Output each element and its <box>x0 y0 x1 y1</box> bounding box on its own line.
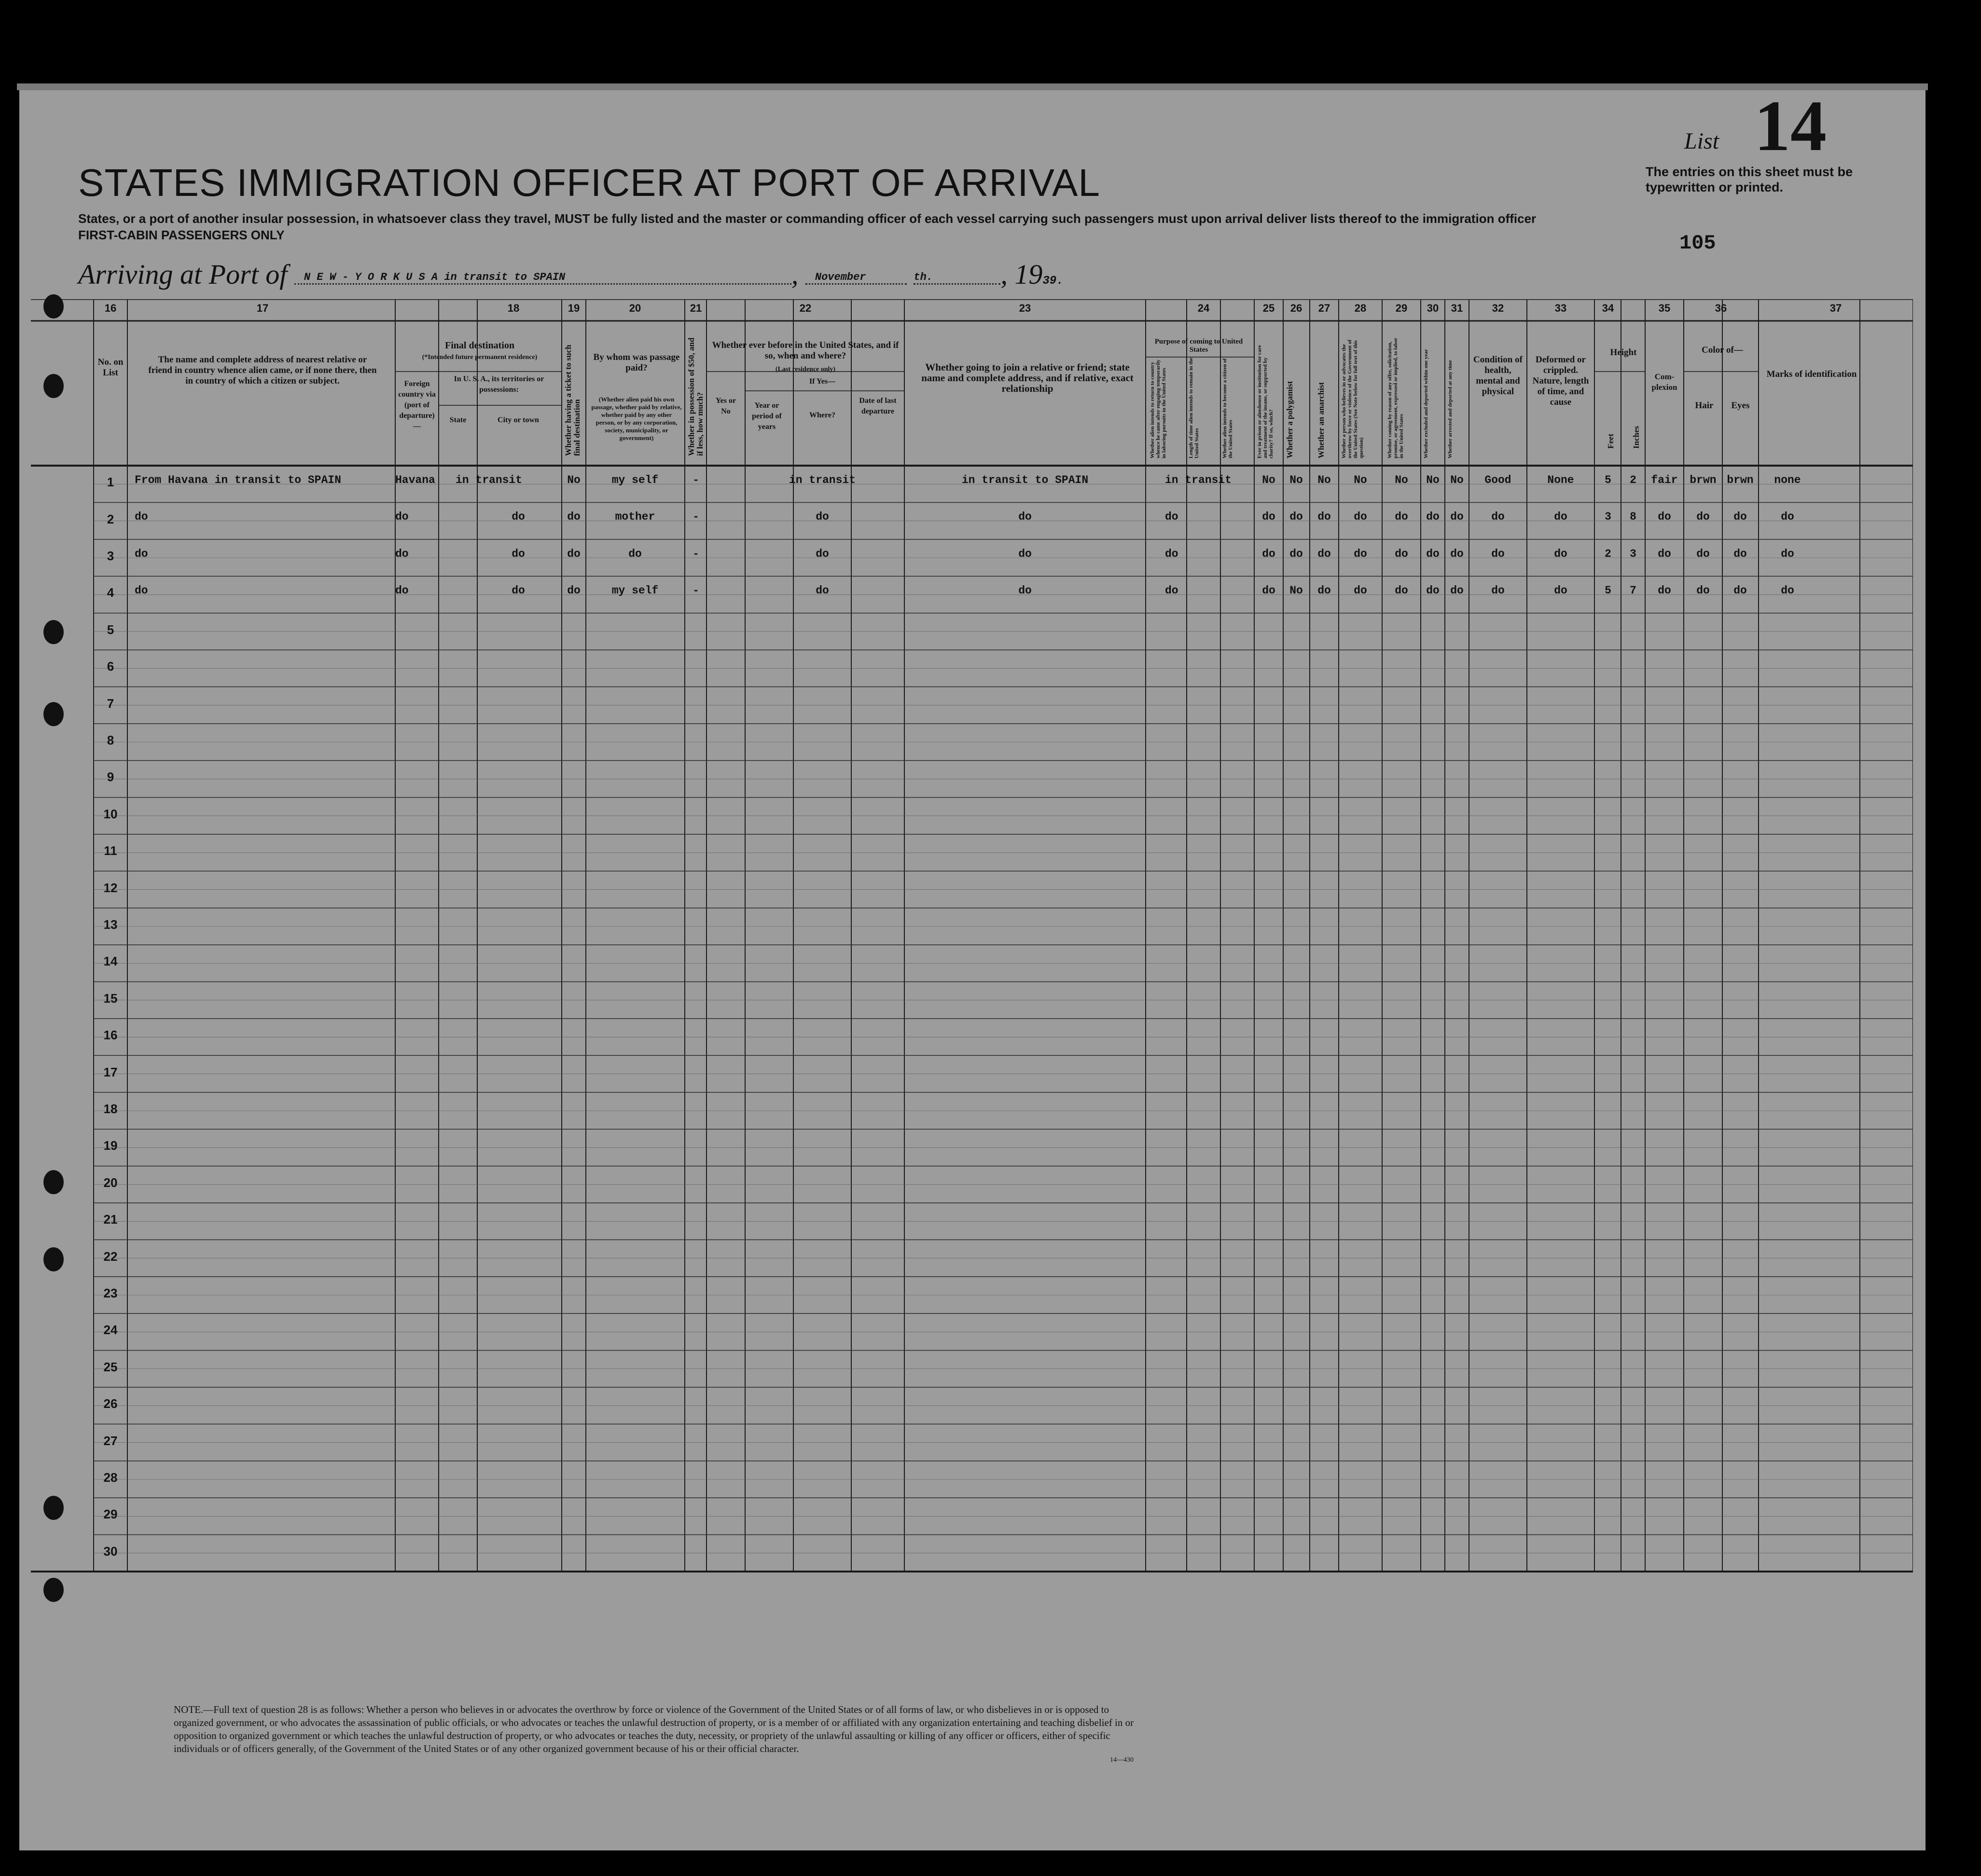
form-title: STATES IMMIGRATION OFFICER AT PORT OF ARRIVAL <box>78 161 1100 204</box>
entry-where: do <box>816 510 829 524</box>
row-number: 7 <box>107 696 114 711</box>
row-number: 23 <box>103 1285 118 1300</box>
header-q31: Whether arrested and deported at any time <box>1447 360 1453 458</box>
sheet-edge <box>17 83 1928 90</box>
row-number: 9 <box>107 770 114 785</box>
header-yes-no: Yes or No <box>715 397 736 415</box>
entry-deformed: do <box>1554 584 1567 597</box>
entry-eyes: do <box>1733 584 1747 597</box>
column-number: 28 <box>1354 302 1367 314</box>
row-number: 5 <box>107 622 114 637</box>
column-number: 30 <box>1427 302 1439 314</box>
entry-foreign: do <box>395 547 409 560</box>
entry-state: in transit <box>456 473 523 486</box>
entry-purpose: do <box>1165 584 1178 597</box>
header-purpose-return: Whether alien intends to return to country whence he came after engaging temporarily in laboring pursuits in the United States <box>1150 359 1167 458</box>
entry-eyes: brwn <box>1727 473 1754 486</box>
entry-marks: do <box>1781 547 1794 560</box>
entry-city: do <box>512 547 525 560</box>
row-number: 4 <box>107 585 114 600</box>
entry-paid: my self <box>611 473 659 486</box>
column-number: 24 <box>1197 302 1210 314</box>
header-q28: Whether a person who believes in or advocates the overthrow by force or violence of the Government of the United States (See Note below for full text of this question) <box>1341 339 1364 458</box>
entry-health: do <box>1491 584 1505 597</box>
entry-c28: do <box>1354 584 1367 597</box>
column-number: 32 <box>1492 302 1504 314</box>
page-number: 105 <box>1679 232 1716 255</box>
punch-hole <box>43 294 64 318</box>
entry-c31: do <box>1450 584 1464 597</box>
arriving-day: th. <box>914 271 1000 285</box>
header-height: Height <box>1610 347 1637 358</box>
header-purpose: Purpose of coming to United States <box>1154 338 1243 354</box>
entry-marks: do <box>1781 510 1794 524</box>
row-number: 30 <box>103 1544 118 1559</box>
column-number: 36 <box>1715 302 1727 314</box>
row-number: 11 <box>104 843 117 858</box>
row-number: 3 <box>107 548 114 563</box>
punch-hole <box>43 1496 64 1520</box>
arriving-line: Arriving at Port of N E W - Y O R K U S A in transit to SPAIN , November th. , 1939. <box>78 259 1064 290</box>
entry-relative: do <box>135 547 148 560</box>
header-passage-paid: By whom was passage paid? <box>593 352 680 373</box>
column-number: 34 <box>1602 302 1614 314</box>
entry-c31: No <box>1450 473 1464 486</box>
entry-hair: do <box>1696 547 1710 560</box>
column-number: 23 <box>1019 302 1031 314</box>
row-number: 10 <box>103 806 118 821</box>
column-number: 19 <box>568 302 580 314</box>
punch-hole <box>43 1170 64 1194</box>
entry-feet: 3 <box>1605 510 1611 524</box>
arriving-year: 39. <box>1042 275 1064 288</box>
header-where: Where? <box>809 411 835 419</box>
list-label: List <box>1684 128 1719 154</box>
header-year-period: Year or period of years <box>752 401 782 431</box>
header-q29: Whether coming by reason of any offer, solicitation, promise, or agreement, expressed or implied, to labor in the United States <box>1387 338 1404 458</box>
entry-money: - <box>693 584 699 597</box>
row-number: 16 <box>103 1028 118 1043</box>
entry-c28: No <box>1354 473 1367 486</box>
entry-c28: do <box>1354 510 1367 524</box>
entry-c25: do <box>1262 584 1275 597</box>
entry-c30: do <box>1426 510 1440 524</box>
entry-inches: 2 <box>1630 473 1636 486</box>
row-number: 24 <box>103 1323 118 1338</box>
entry-c31: do <box>1450 510 1464 524</box>
header-ticket: Whether having a ticket to such final destination <box>564 345 582 456</box>
column-number: 31 <box>1451 302 1463 314</box>
header-inches: Inches <box>1632 426 1641 449</box>
punch-hole <box>43 620 64 644</box>
entry-c28: do <box>1354 547 1367 560</box>
column-number: 22 <box>799 302 812 314</box>
typewritten-instruction: The entries on this sheet must be typewritten or printed. <box>1646 165 1853 194</box>
column-number: 33 <box>1554 302 1567 314</box>
column-number: 16 <box>104 302 117 314</box>
row-number: 26 <box>103 1396 118 1411</box>
entry-eyes: do <box>1733 510 1747 524</box>
entry-c30: do <box>1426 547 1440 560</box>
entry-c27: No <box>1317 473 1331 486</box>
header-purpose-length: Length of time alien intends to remain in the United States <box>1188 358 1200 458</box>
entry-hair: do <box>1696 510 1710 524</box>
entry-deformed: do <box>1554 510 1567 524</box>
header-polygamist: Whether a polygamist <box>1285 381 1294 458</box>
entry-foreign: Havana <box>395 473 435 486</box>
entry-complexion: do <box>1658 510 1671 524</box>
entry-joining: do <box>1018 584 1032 597</box>
entry-marks: none <box>1774 473 1801 486</box>
header-purpose-citizen: Whether alien intends to become a citizen of the United States <box>1222 358 1233 458</box>
entry-purpose: do <box>1165 547 1178 560</box>
entry-c26: do <box>1289 547 1303 560</box>
entry-complexion: do <box>1658 547 1671 560</box>
entry-paid: do <box>628 547 642 560</box>
entry-c29: do <box>1395 584 1408 597</box>
entry-c30: do <box>1426 584 1440 597</box>
entry-where: in transit <box>789 473 856 486</box>
column-number: 26 <box>1290 302 1302 314</box>
list-number: 14 <box>1754 86 1827 166</box>
entry-c27: do <box>1317 547 1331 560</box>
entry-c25: do <box>1262 510 1275 524</box>
entry-c29: No <box>1395 473 1408 486</box>
arriving-label: Arriving at Port of <box>78 259 288 290</box>
header-feet: Feet <box>1606 433 1615 449</box>
table-grid <box>31 299 1913 1677</box>
footnote: NOTE.—Full text of question 28 is as follows: Whether a person who believes in or advocates the overthrow by force or violence of the Government of the United States or of all forms of law, or who disbelieves in or is opposed to organized government, or who advocates the assassination of public officials, or who advocates or teaches the unlawful destruction of property, or is a member of or affiliated with any organization entertaining and teaching disbelief in or opposition to organized government or which teaches the unlawful destruction of property, or who advocates or teaches the duty, necessity, or propriety of the unlawful assaulting or killing of any officer or officers, either of specific individuals or of officers generally, of the Government of the United States or of any other organized government because of his or their official character. <box>174 1704 1134 1754</box>
punch-hole <box>43 702 64 726</box>
entry-relative: From Havana in transit to SPAIN <box>135 473 341 486</box>
entry-city: do <box>512 584 525 597</box>
punch-hole <box>43 1578 64 1602</box>
entry-hair: do <box>1696 584 1710 597</box>
entry-hair: brwn <box>1690 473 1717 486</box>
header-city: City or town <box>498 416 539 424</box>
header-final-destination: Final destination <box>445 340 514 351</box>
entry-where: do <box>816 584 829 597</box>
entry-money: - <box>693 547 699 560</box>
header-foreign-country: Foreign country via (port of departure)— <box>398 380 436 430</box>
row-number: 20 <box>103 1175 118 1190</box>
entry-foreign: do <box>395 510 409 524</box>
entry-relative: do <box>135 584 148 597</box>
header-state: State <box>449 416 467 424</box>
row-number: 28 <box>103 1470 118 1485</box>
header-color-of: Color of— <box>1702 345 1743 355</box>
row-number: 19 <box>103 1138 118 1153</box>
arriving-month: November <box>805 271 907 285</box>
row-number: 22 <box>103 1249 118 1264</box>
row-number: 27 <box>103 1433 118 1448</box>
entry-joining: do <box>1018 510 1032 524</box>
entry-city: do <box>512 510 525 524</box>
header-ever-before: Whether ever before in the United States, and if so, when and where? <box>712 340 899 361</box>
entry-foreign: do <box>395 584 409 597</box>
row-number: 17 <box>103 1064 118 1079</box>
passenger-class: FIRST-CABIN PASSENGERS ONLY <box>78 228 285 242</box>
punch-hole <box>43 374 64 398</box>
entry-health: Good <box>1484 473 1511 486</box>
entry-ticket: do <box>567 547 581 560</box>
row-number: 2 <box>107 511 114 526</box>
column-number: 29 <box>1395 302 1408 314</box>
column-number: 35 <box>1658 302 1671 314</box>
header-joining: Whether going to join a relative or friend; state name and complete address, and if relative, exact relationship <box>921 361 1134 394</box>
header-no-on-list: No. on List <box>97 357 124 378</box>
row-number: 12 <box>103 880 118 895</box>
header-date-departure: Date of last departure <box>859 397 897 415</box>
column-number: 37 <box>1829 302 1842 314</box>
header-usa-territories: In U. S. A., its territories or possessions: <box>454 375 544 394</box>
row-number: 15 <box>103 991 118 1006</box>
row-number: 1 <box>107 475 114 490</box>
column-number: 27 <box>1318 302 1330 314</box>
header-deformed: Deformed or crippled. Nature, length of time, and cause <box>1532 355 1589 407</box>
header-nearest-relative: The name and complete address of nearest relative or friend in country whence alien came, or if none there, then in country of which a citizen or subject. <box>148 355 377 386</box>
entry-money: - <box>693 473 699 486</box>
entry-complexion: fair <box>1651 473 1678 486</box>
manifest-table <box>31 299 1913 1677</box>
header-if-yes: If Yes— <box>809 377 836 386</box>
punch-hole <box>43 1247 64 1271</box>
column-number: 18 <box>507 302 520 314</box>
entry-health: do <box>1491 510 1505 524</box>
column-number: 21 <box>690 302 702 314</box>
entry-c31: do <box>1450 547 1464 560</box>
entry-complexion: do <box>1658 584 1671 597</box>
column-number: 25 <box>1262 302 1275 314</box>
entry-deformed: None <box>1547 473 1574 486</box>
row-number: 14 <box>103 954 118 969</box>
entry-money: - <box>693 510 699 524</box>
entry-purpose: do <box>1165 510 1178 524</box>
arriving-year-prefix: 19 <box>1014 259 1043 290</box>
form-subtitle: States, or a port of another insular possession, in whatsoever class they travel, MUST be fully listed and the master or commanding officer of each vessel carrying such passengers must upon arrival deliver lists thereof to the immigration officer <box>78 211 1537 226</box>
header-prison: Ever in prison or almshouse or institution for care and treatment of the insane, or supported by charity? If so, which? <box>1257 345 1274 458</box>
entry-c26: No <box>1289 584 1303 597</box>
entry-marks: do <box>1781 584 1794 597</box>
entry-c27: do <box>1317 510 1331 524</box>
arriving-port: N E W - Y O R K U S A in transit to SPAIN <box>294 271 791 285</box>
entry-ticket: do <box>567 510 581 524</box>
row-number: 6 <box>107 659 114 674</box>
entry-feet: 2 <box>1605 547 1611 560</box>
entry-c27: do <box>1317 584 1331 597</box>
header-eyes: Eyes <box>1731 400 1750 411</box>
row-number: 21 <box>103 1212 118 1227</box>
entry-inches: 3 <box>1630 547 1636 560</box>
header-marks: Marks of identification <box>1766 369 1857 379</box>
form-number: 14—430 <box>1110 1756 1134 1764</box>
entry-eyes: do <box>1733 547 1747 560</box>
row-number: 29 <box>103 1507 118 1522</box>
entry-c26: No <box>1289 473 1303 486</box>
entry-inches: 8 <box>1630 510 1636 524</box>
header-anarchist: Whether an anarchist <box>1316 382 1326 458</box>
row-number: 8 <box>107 732 114 747</box>
header-complexion: Com- plexion <box>1651 372 1677 392</box>
entry-where: do <box>816 547 829 560</box>
entry-joining: do <box>1018 547 1032 560</box>
manifest-sheet <box>19 86 1926 1850</box>
entry-joining: in transit to SPAIN <box>961 473 1089 486</box>
entry-paid: mother <box>615 510 655 524</box>
entry-c25: do <box>1262 547 1275 560</box>
column-number: 20 <box>629 302 641 314</box>
header-health: Condition of health, mental and physical <box>1473 355 1523 397</box>
entry-c29: do <box>1395 547 1408 560</box>
entry-c26: do <box>1289 510 1303 524</box>
entry-feet: 5 <box>1605 584 1611 597</box>
header-final-destination-sub: (*Intended future permanent residence) <box>422 354 538 361</box>
entry-ticket: No <box>567 473 581 486</box>
header-passage-paid-sub: (Whether alien paid his own passage, whether paid by relative, whether paid by any other person, or by any corporation, society, municipality, or government) <box>591 396 682 441</box>
entry-c30: No <box>1426 473 1440 486</box>
column-number: 17 <box>256 302 269 314</box>
row-number: 18 <box>103 1101 118 1116</box>
entry-purpose: in transit <box>1165 473 1232 486</box>
entry-c25: No <box>1262 473 1275 486</box>
entry-deformed: do <box>1554 547 1567 560</box>
header-ever-before-sub: (Last residence only) <box>775 366 836 373</box>
entry-health: do <box>1491 547 1505 560</box>
header-hair: Hair <box>1695 400 1714 411</box>
entry-ticket: do <box>567 584 581 597</box>
entry-paid: my self <box>611 584 659 597</box>
row-number: 25 <box>103 1359 118 1374</box>
entry-relative: do <box>135 510 148 524</box>
entry-inches: 7 <box>1630 584 1636 597</box>
header-q30: Whether excluded and deported within one year <box>1423 349 1429 458</box>
row-number: 13 <box>103 917 118 932</box>
header-money: Whether in possession of $50, and if less, how much? <box>687 337 705 456</box>
entry-c29: do <box>1395 510 1408 524</box>
entry-feet: 5 <box>1605 473 1611 486</box>
